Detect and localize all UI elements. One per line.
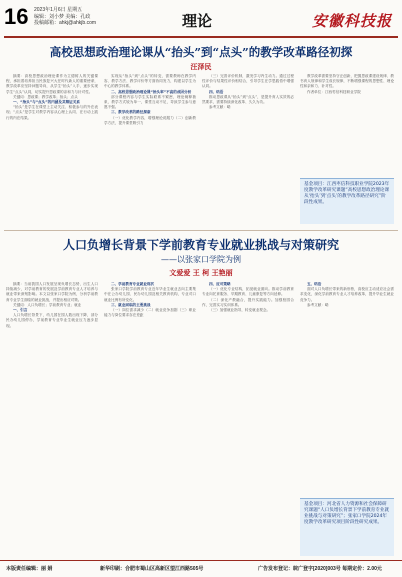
subheading: 一、引言 (13, 308, 28, 313)
subheading: 三、教学改革的路径探索 (111, 110, 151, 115)
article1-column-3 (202, 74, 294, 226)
paragraph: “抬头”是学生在课堂上主动关注、积极参与的外在表现；“点头”是学生对教学内容从心理上认同、在行动上践行的内在结果。 (6, 105, 98, 120)
article2-column-1 (6, 282, 98, 556)
paragraph: 部分课程内容与学生实际联系不紧密，理论阐释抽象，教学方式较为单一，课堂互动不足，导致学生参与意愿不强。 (104, 94, 196, 110)
subheading: 一、“抬头”与“点头”的内涵及其辩证关系 (13, 100, 80, 105)
paragraph: 人口负增长背景下，幼儿园在园人数出现下降，部分民办幼儿园停办，学前教育专业毕业生就业压力逐步显现。 (6, 313, 98, 328)
subheading: 四、应对策略 (209, 282, 231, 286)
article1-title: 高校思想政治理论课从“抬头”到“点头”的教学改革路径初探 (49, 45, 353, 59)
paragraph: 摘要：当前我国人口发展呈现负增长态势，出生人口持续减少，对学前教育的发展及学前教育专业人才培养与就业带来深刻影响。本文以张家口学院为例，分析学前教育专业学生面临的就业挑战，并提出相应对策。 (6, 282, 98, 302)
paragraph: 参考文献：略 (209, 105, 231, 110)
email-line: 投稿邮箱：ahkj@ahkjb.com (34, 20, 97, 26)
subheading: 二、高校思想政治理论课“抬头率”不高的成因分析 (111, 89, 192, 94)
editor-line: 编辑：刘小梦 美编：孔政 (34, 13, 91, 20)
page-number: 16 (4, 4, 29, 29)
paragraph: （一）优化专业结构，拓宽就业面向。推动学前教育专业向托育服务、早期教育、儿童康复等方向延伸。 (202, 287, 294, 297)
article2-authors: 文爱爱 王 柯 王艳丽 (169, 268, 233, 277)
article1-fund-box (300, 178, 394, 224)
section-title: 理论 (182, 12, 213, 30)
header-rule (4, 36, 398, 38)
paragraph: 推动思政课从“抬头”到“点头”，是提升育人实效的必然要求，需要持续深化改革、久久为功。 (202, 94, 294, 105)
subheading: 二、学前教育专业就业现状 (111, 282, 155, 286)
footer-editor: 本版责任编辑：丽 娟 (6, 566, 53, 572)
subheading: 三、就业面临的主要挑战 (111, 302, 151, 307)
footer-printer: 新华印刷：合肥市蜀山区高新区望江西路505号 (100, 566, 204, 572)
article2-column-2 (104, 282, 196, 556)
date-line: 2023年1月6日 星期五 (34, 7, 83, 13)
article1-column-2 (104, 74, 196, 226)
paragraph: 面对人口负增长带来的新形势，高校应主动适应社会需求变化，深化学前教育专业人才培养改革，提升毕业生就业竞争力。 (300, 287, 394, 302)
article1-column-1 (6, 74, 98, 226)
article2-column-3 (202, 282, 294, 556)
fund-text: 基金项目：江西枣信科技职业学院2023年度教学改革研究课题“高校思想政治理论课从‘抬头’到‘点头’的教学改革路径研究”阶段性成果。 (304, 182, 390, 205)
article-divider (4, 230, 398, 231)
paragraph: （三）完善评价机制，激发学习内生动力。通过过程性评价与结果性评价相结合，引导学生在学思践悟中增强认同。 (202, 74, 294, 89)
article1-author: 汪泽民 (190, 62, 212, 71)
paragraph: 作者单位：江西枣信科技职业学院 (307, 89, 361, 94)
page-footer (0, 560, 402, 577)
article2-subtitle: ——以张家口学院为例 (161, 255, 241, 264)
paragraph: 摘要：高校思想政治理论课作为立德树人的关键课程，承担着培养担当民族复兴大任时代新人的重要使命，教学改革应坚持问题导向，从学生“抬头”入手，逐步实现学生“点头”认同，切实提升思政课的亲和力与针对性。 (6, 74, 98, 94)
article1-column-4 (300, 74, 394, 174)
header-info (34, 7, 96, 27)
paragraph: （二）深化产教融合，提升实践能力。加强校园合作，完善实习实训体系。 (202, 297, 294, 307)
article2-title: 人口负增长背景下学前教育专业就业挑战与对策研究 (62, 238, 339, 252)
paragraph: （三）加强就业指导，转变就业观念。 (209, 308, 271, 313)
footer-license: 广告发布登记：皖广登字[2020]003号 每期定价：2.00元 (258, 566, 382, 572)
paragraph: 关键词：思政课；教学改革；抬头；点头 (13, 94, 78, 99)
page-header (0, 0, 402, 38)
paragraph: 实现从“抬头”到“点头”的转变，需要教师在教学内容、教学方法、教学评价等方面协同发力，构建以学生为中心的教学体系。 (104, 74, 196, 89)
paragraph: 参考文献：略 (307, 302, 329, 307)
paragraph: 教学改革需要坚持守正创新，把握思政课建设规律、教书育人规律和学生成长规律，不断增强课程的思想性、理论性和亲和力、针对性。 (300, 74, 394, 89)
article2-column-4 (300, 282, 394, 492)
subheading: 四、结语 (209, 89, 224, 94)
paragraph: 关键词：人口负增长；学前教育专业；就业 (13, 302, 82, 307)
paragraph: 张家口学院学前教育专业近年毕业生就业去向主要集中在公办幼儿园、民办幼儿园及相关教育机构，专业对口就业比例有所变化。 (104, 287, 196, 302)
paragraph: （一）岗位需求减少（二）就业竞争加剧（三）职业能力与岗位要求存在差距 (104, 308, 196, 318)
paragraph: （一）优化教学内容，增强理论说服力（二）创新教学方法，提升课堂吸引力 (104, 115, 196, 125)
subheading: 五、结语 (307, 282, 322, 286)
fund-text: 基金项目：河北省人力资源和社会保障研究课题“人口负增长背景下学前教育专业就业挑战与对策研究”；张家口学院2024年度教学改革研究项目阶段性研究成果。 (304, 502, 390, 525)
article2-fund-box (300, 498, 394, 556)
newspaper-brand: 安徽科技报 (311, 12, 392, 30)
